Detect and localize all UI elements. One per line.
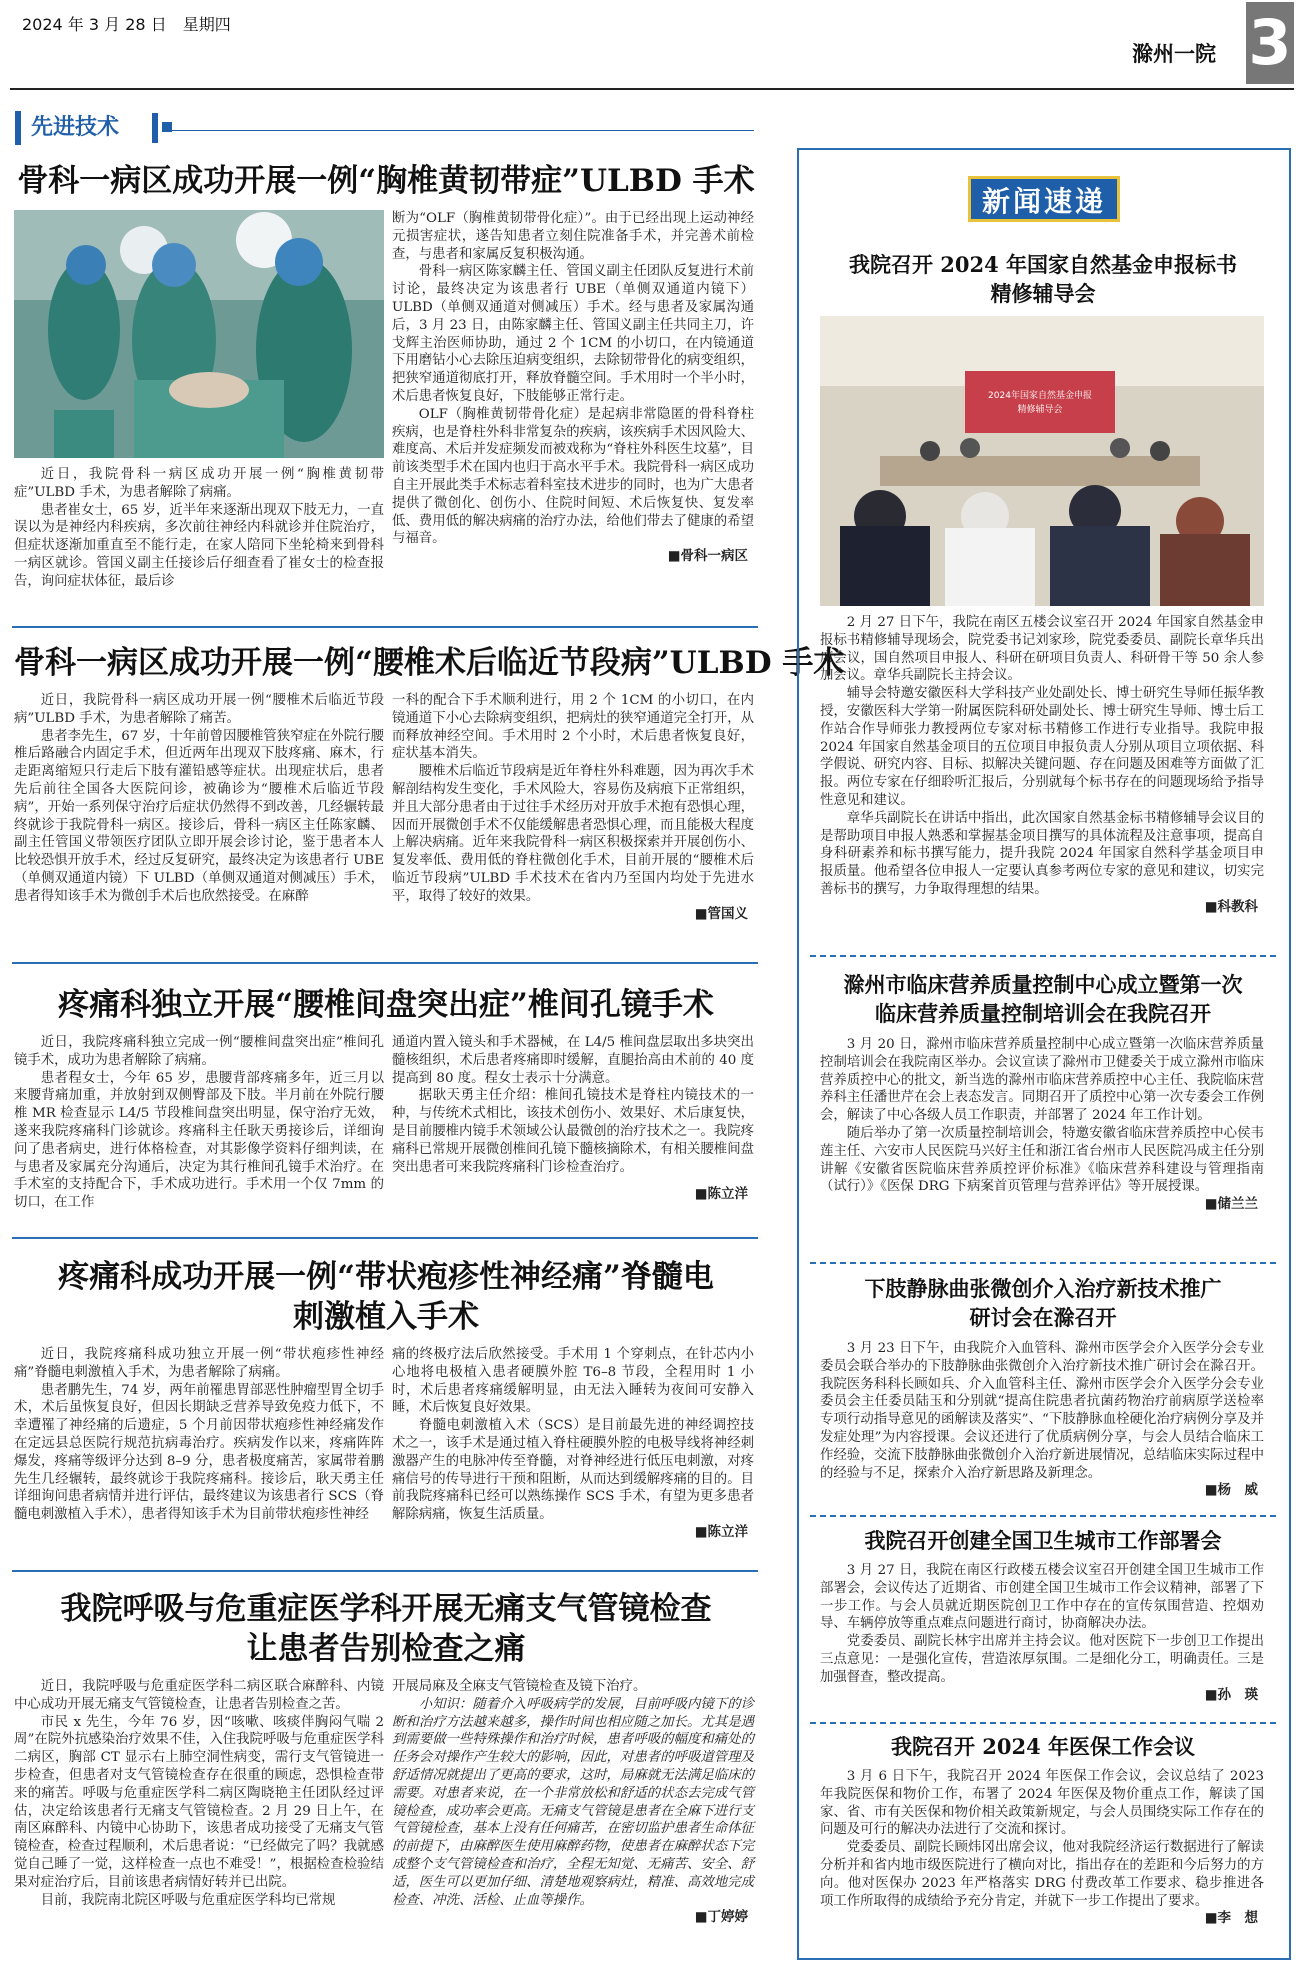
news-title-line: 下肢静脉曲张微创介入治疗新技术推广 [864,1276,1222,1301]
paragraph: 据耿天勇主任介绍：椎间孔镜技术是脊柱内镜技术的一种，与传统术式相比，该技术创伤小、效果好、术后康复快，是目前腰椎内镜手术领域公认最微创的治疗技术之一。我院疼痛科已常规开展微创椎间孔镜下髓核摘除术，有相关腰椎间盘突出患者可来我院疼痛科门诊检查治疗。 [392,1088,754,1175]
article-4-left [14,1346,384,1524]
article-4-right [392,1346,754,1542]
news-title-line: 临床营养质量控制培训会在我院召开 [875,1001,1211,1026]
news-title-line: 研讨会在滁召开 [969,1305,1117,1330]
paragraph: 2 月 27 日下午，我院在南区五楼会议室召开 2024 年国家自然基金申报标书精修辅导现场会，院党委书记刘家珍，院党委委员、副院长章华兵出席会议，国自然项目申报人、科研在研项目负责人、科研骨干等 50 余人参加会议。章华兵副院长主持会议。 [820,615,1264,684]
news-badge: 新闻速递 [968,176,1120,222]
news-divider [810,1515,1276,1517]
news-5-body [820,1768,1264,1928]
article-signature: ■陈立洋 [694,1186,748,1203]
paragraph: 党委委员、副院长林宇出席并主持会议。他对医院下一步创卫工作提出三点意见：一是强化宣传，营造浓厚氛围。二是细化分工，明确责任。三是加强督查，整改提高。 [820,1634,1264,1685]
paragraph: 章华兵副院长在讲话中指出，此次国家自然基金标书精修辅导会议目的是帮助项目申报人熟悉和掌握基金项目撰写的具体流程及注意事项，提高自身科研素养和标书撰写能力，提升我院 2024 年国家自然科学基金项目申报质量。他希望各位申报人一定要认真参考两位专家的意见和建议，切实完善标书的撰写，力争取得理想的结果。 [820,810,1264,897]
news-divider [810,1262,1276,1264]
paragraph: 市民 x 先生，今年 76 岁，因“咳嗽、咳痰伴胸闷气喘 2 周”在院外抗感染治疗效果不佳，入住我院呼吸与危重症医学科二病区，胸部 CT 显示右上肺空洞性病变，需行支气管镜进一步检查，但患者对支气管镜检查存在很重的顾虑，恐惧检查带来的痛苦。呼吸与危重症医学科二病区陶晓艳主任团队经过评估，决定给该患者行无痛支气管镜检查。2 月 29 日上午，在南区麻醉科、内镜中心协助下，该患者成功接受了无痛支气管镜检查，检查过程顺利，术后患者说：“已经做完了吗？我就感觉自己睡了一觉，这样检查一点也不难受！”，根据检查检验结果对症治疗后，目前该患者病情好转并已出院。 [14,1714,384,1890]
paragraph: 随后举办了第一次质量控制培训会，特邀安徽省临床营养质控中心侯韦莲主任、六安市人民医院马兴好主任和浙江省台州市人民医院冯成主任分别讲解《安徽省医院临床营养质控评价标准》《临床营养科建设与管理指南（试行）》《医保 DRG 下病案首页管理与营养评估》等开展授课。 [820,1125,1264,1195]
paragraph: 腰椎术后临近节段病是近年脊柱外科难题，因为再次手术解剖结构发生变化，手术风险大，容易伤及病痕下正常组织，并且大部分患者由于过往手术经历对开放手术抱有恐惧心理，因而开展微创手术不仅能缓解患者恐惧心理，而且能极大程度上解决病痛。近年来我院骨科一病区积极探索并开展创伤小、复发率低、费用低的脊柱微创化手术，目前开展的“腰椎术后临近节段病”ULBD 手术技术在省内乃至国内均处于先进水平，取得了较好的效果。 [392,764,754,904]
news-title-line: 滁州市临床营养质量控制中心成立暨第一次 [843,972,1243,997]
article-title-line: 刺激植入手术 [293,1299,479,1335]
paragraph: 3 月 23 日下午，由我院介入血管科、滁州市医学会介入医学分会专业委员会联合举办的下肢静脉曲张微创介入治疗新技术推广研讨会在滁召开。我院医务科科长顾如兵、介入血管科主任、滁州市医学会介入医学分会专业委员会主任委员陆玉和分别就“提高住院患者抗菌药物治疗前病原学送检率专项行动指导意见的函解读及落实”、“下肢静脉血栓硬化治疗病例分享及并发症处理”为内容授课。会议还进行了优质病例分享，与会人员结合临床工作经验，交流下肢静脉曲张微创介入治疗新进展情况，总结临床实际过程中的经验与不足，探索介入治疗新思路及新理念。 [820,1341,1264,1481]
paragraph: 痛的终极疗法后欣然接受。手术用 1 个穿刺点，在针芯内小心地将电极植入患者硬膜外腔 T6–8 节段，全程用时 1 小时，术后患者疼痛缓解明显，由无法入睡转为夜间可安静入睡，术后恢复良好效果。 [392,1347,754,1416]
article-divider [12,962,758,964]
article-divider [12,1570,758,1572]
article-divider [12,1237,758,1239]
news-signature: ■杨 威 [1204,1482,1258,1499]
paragraph: 3 月 20 日，滁州市临床营养质量控制中心成立暨第一次临床营养质量控制培训会在我院南区举办。会议宣读了滁州市卫健委关于成立滁州市临床营养质控中心的批文，新当选的滁州市临床营养质控中心主任、我院临床营养科主任潘世芹在会上表态发言。同期召开了质控中心第一次专委会工作例会，解读了中心各级人员工作职责，并部署了 2024 年工作计划。 [820,1037,1264,1124]
section-label: 先进技术 [15,111,119,145]
paragraph: 目前，我院南北院区呼吸与危重症医学科均已常规 [40,1892,336,1908]
article-signature: ■丁婷婷 [694,1909,748,1926]
paragraph: 辅导会特邀安徽医科大学科技产业处副处长、博士研究生导师任振华教授，安徽医科大学第一附属医院科研处副处长、博士研究生导师、博士后工作站合作导师张力教授两位专家对标书精修工作进行专业指导。我院申报 2024 年国家自然基金项目的五位项目申报负责人分别从项目立项依据、科学假说、研究内容、目标、拟解决关键问题、存在问题及困难等方面做了汇报。两位专家在仔细聆听汇报后，分别就每个标书存在的问题现场给予指导性意见和建议。 [820,686,1264,808]
publication-name: 滁州一院 [1132,42,1216,66]
meeting-photo [820,316,1264,606]
page-number: 3 [1246,2,1294,84]
paragraph: 一科的配合下手术顺利进行，用 2 个 1CM 的小切口，在内镜通道下小心去除病变组织，把病灶的狭窄通道完全打开，从而释放神经空间。手术用时 2 个小时，术后患者恢复良好，症状基本消失。 [392,693,754,762]
article-3-left [14,1034,384,1212]
paragraph: 患者程女士，今年 65 岁，患腰背部疼痛多年，近三月以来腰背痛加重，并放射到双侧臀部及下肢。半月前在外院行腰椎 MR 检查显示 L4/5 节段椎间盘突出明显，保守治疗无效，遂来我院疼痛科门诊就诊。疼痛科主任耿天勇接诊后，详细询问了患者病史，进行体格检查，对其影像学资料仔细判读，在与患者及家属充分沟通后，决定为其行椎间孔镜手术治疗。在手术室的支持配合下，手术成功进行。手术用一个仅 7mm 的切口，在工作 [14,1070,384,1211]
paragraph: 患者李先生，67 岁，十年前曾因腰椎管狭窄症在外院行腰椎后路融合内固定手术，但近两年出现双下肢疼痛、麻木，行走距离缩短只行走后下肢有灌铅感等症状。出现症状后，患者先后前往全国各大医院问诊，被确诊为“腰椎术后临近节段病”，开始一系列保守治疗后症状仍然得不到改善，几经辗转最终就诊于我院骨科一病区。接诊后，骨科一病区主任陈家麟、副主任管国义带领医疗团队立即开展会诊讨论，鉴于患者本人比较恐惧开放手术，经过反复研究，最终决定为该患者行 UBE（单侧双通道内镜）下 ULBD（单侧双通道对侧减压）手术，患者得知该手术为微创手术后也欣然接受。在麻醉 [14,728,384,904]
section-line [164,130,754,131]
news-signature: ■孙 瑛 [1204,1686,1258,1703]
news-title-line: 我院召开 2024 年国家自然基金申报标书 [848,252,1238,277]
news-title: 我院召开创建全国卫生城市工作部署会 [864,1528,1222,1553]
meeting-screen-text: 精修辅导会 [1017,405,1063,415]
paragraph: 党委委员、副院长顾炜冈出席会议，他对我院经济运行数据进行了解读分析并和省内地市级医院进行了横向对比，指出存在的差距和今后努力的方向。他对医保办 2023 年严格落实 DRG 付费改革工作要求、稳步推进各项工作所取得的成绩给予充分肯定，并就下一步工作提出了要求。 [820,1840,1264,1909]
surgery-photo-icon [14,210,384,458]
article-2-right [392,692,754,923]
news-divider [810,955,1276,957]
article-signature: ■陈立洋 [694,1523,748,1540]
surgery-photo [14,210,384,458]
paragraph: 断为“OLF（胸椎黄韧带骨化症）”。由于已经出现上运动神经元损害症状，遂告知患者立刻住院准备手术，并完善术前检查，与患者和家属反复积极沟通。 [392,211,754,262]
article-signature: ■骨科一病区 [667,548,748,565]
news-3-body [820,1340,1264,1500]
meeting-screen-text: 2024年国家自然基金申报 [988,391,1092,401]
news-2-body [820,1036,1264,1214]
article-title: 疼痛科独立开展“腰椎间盘突出症”椎间孔镜手术 [58,987,714,1023]
article-title-line: 让患者告别检查之痛 [246,1631,526,1667]
paragraph: 通道内置入镜头和手术器械，在 L4/5 椎间盘层取出多块突出髓核组织，术后患者疼痛即时缓解，直腿抬高由术前的 40 度提高到 80 度。程女士表示十分满意。 [392,1035,754,1086]
paragraph: 骨科一病区陈家麟主任、管国义副主任团队反复进行术前讨论，最终决定为该患者行 UBE（单侧双通道内镜下）ULBD（单侧双通道对侧减压）手术。经与患者及家属沟通后，3 月 23 日，由陈家麟主任、管国义副主任共同主刀，许戈辉主治医师协助，通过 2 个 1CM 的小切口，在内镜通道下用磨钻小心去除压迫病变组织，去除韧带骨化的病变组织，把狭窄通道彻底打开，释放脊髓空间。手术用时一个半小时，术后患者恢复良好，下肢能够正常行走。 [392,264,754,404]
paragraph: 近日，我院呼吸与危重症医学科二病区联合麻醉科、内镜中心成功开展无痛支气管镜检查，让患者告别检查之苦。 [14,1679,384,1712]
article-1-left [14,466,384,591]
paragraph: 近日，我院骨科一病区成功开展一例“腰椎术后临近节段病”ULBD 手术，为患者解除了痛苦。 [14,693,384,726]
article-title-line: 疼痛科成功开展一例“带状疱疹性神经痛”脊髓电 [58,1259,714,1295]
paragraph: 3 月 6 日下午，我院召开 2024 年医保工作会议，会议总结了 2023 年我院医保和物价工作，布署了 2024 年医保及物价重点工作，解读了国家、省、市有关医保和物价相关政策新规定，与会人员围绕实际工作存在的问题及可行的解决办法进行了交流和探讨。 [820,1769,1264,1838]
page-header [0,0,1300,90]
article-5-left [14,1678,384,1909]
news-signature: ■储兰兰 [1204,1196,1258,1213]
paragraph: 近日，我院骨科一病区成功开展一例“胸椎黄韧带症”ULBD 手术，为患者解除了病痛。 [14,467,384,500]
section-bar [152,113,158,143]
news-4-body [820,1562,1264,1704]
news-title-line: 精修辅导会 [990,281,1096,306]
paragraph: OLF（胸椎黄韧带骨化症）是起病非常隐匿的骨科脊柱疾病，也是脊柱外科非常复杂的疾病，该疾病手术因风险大、难度高、术后并发症频发而被戏称为“脊柱外科医生坟墓”，目前该类型手术在国内也归于高水平手术。我院骨科一病区成功自主开展此类手术标志着科室技术进步的同时，也为广大患者提供了微创化、创伤小、住院时间短、术后恢复快、复发率低、费用低的解决病痛的治疗办法，给他们带去了健康的希望与福音。 [392,406,754,547]
article-title: 骨科一病区成功开展一例“胸椎黄韧带症”ULBD 手术 [17,163,755,199]
paragraph: 近日，我院疼痛科独立完成一例“腰椎间盘突出症”椎间孔镜手术，成功为患者解除了病痛。 [14,1035,384,1068]
paragraph: 患者鹏先生，74 岁，两年前罹患胃部恶性肿瘤型胃全切手术，术后虽恢复良好，但因长期缺乏营养导致免疫力低下，不幸遭罹了神经痛的后遗症，5 个月前因带状疱疹性神经痛发作在定远县总医院行规范抗病毒治疗。疾病发作以来，疼痛阵阵爆发，疼痛等级评分达到 8–9 分，患者极度痛苦，家属带着鹏先生几经辗转，最终就诊于我院疼痛科。接诊后，耿天勇主任详细询问患者病情并进行评估，最终建议为该患者行 SCS（脊髓电刺激植入手术），患者得知该手术为目前带状疱疹性神经 [14,1382,384,1523]
article-3-right [392,1034,754,1204]
paragraph: 患者崔女士，65 岁，近半年来逐渐出现双下肢无力，一直误以为是神经内科疾病，多次前往神经内科就诊并住院治疗，但症状逐渐加重直至不能行走，在家人陪同下坐轮椅来到骨科一病区就诊。管国义副主任接诊后仔细查看了崔女士的检查报告，询问症状体征，最后诊 [14,502,384,589]
paragraph: 脊髓电刺激植入术（SCS）是目前最先进的神经调控技术之一，该手术是通过植入脊柱硬膜外腔的电极导线将神经刺激器产生的电脉冲传至脊髓，对脊神经进行低压电刺激，对疼痛信号的传导进行干预和阻断，从而达到缓解疼痛的目的。目前我院疼痛科已经可以熟练操作 SCS 手术，有望为更多患者解除病痛，恢复生活质量。 [392,1418,754,1523]
article-signature: ■管国义 [694,905,748,922]
news-signature: ■科教科 [1204,898,1258,915]
article-title: 骨科一病区成功开展一例“腰椎术后临近节段病”ULBD 手术 [14,645,845,681]
issue-date: 2024 年 3 月 28 日 星期四 [22,15,231,34]
news-signature: ■李 想 [1204,1910,1258,1927]
news-1-body [820,614,1264,917]
meeting-photo-icon [820,316,1264,606]
paragraph: 开展局麻及全麻支气管镜检查及镜下治疗。 [392,1679,647,1694]
article-2-left [14,692,384,906]
paragraph: 3 月 27 日，我院在南区行政楼五楼会议室召开创建全国卫生城市工作部署会，会议传达了近期省、市创建全国卫生城市工作会议精神，部署了下一步工作。与会人员就近期医院创卫工作中存在的宣传氛围营造、控烟劝导、车辆停放等重点难点问题进行商讨，协商解决办法。 [820,1563,1264,1632]
article-divider [12,626,758,628]
news-divider [810,1722,1276,1724]
paragraph: 近日，我院疼痛科成功独立开展一例“带状疱疹性神经痛”脊髓电刺激植入手术，为患者解除了病痛。 [14,1347,384,1380]
article-5-right [392,1678,754,1927]
header-rule [10,88,1294,90]
article-1-right [392,210,754,566]
article-title-line: 我院呼吸与危重症医学科开展无痛支气管镜检查 [60,1591,712,1627]
news-title: 我院召开 2024 年医保工作会议 [890,1734,1196,1759]
knowledge-note: 小知识：随着介入呼吸病学的发展，目前呼吸内镜下的诊断和治疗方法越来越多，操作时间也相应随之加长。尤其是遇到需要做一些特殊操作和治疗时候，患者呼吸的幅度和痛处的任务会对操作产生较大的影响，因此，对患者的呼吸道管理及舒适情况就提出了更高的要求，这时，局麻就无法满足临床的需要。对患者来说，在一个非常放松和舒适的状态去完成气管镜检查，成功率会更高。无痛支气管镜是患者在全麻下进行支气管镜检查，基本上没有任何痛苦，在密切监护患者生命体征的前提下，由麻醉医生使用麻醉药物，使患者在麻醉状态下完成整个支气管镜检查和治疗，全程无知觉、无痛苦、安全、舒适，医生可以更加仔细、清楚地观察病灶，精准、高效地完成检查、冲洗、活检、止血等操作。 [392,1696,754,1908]
